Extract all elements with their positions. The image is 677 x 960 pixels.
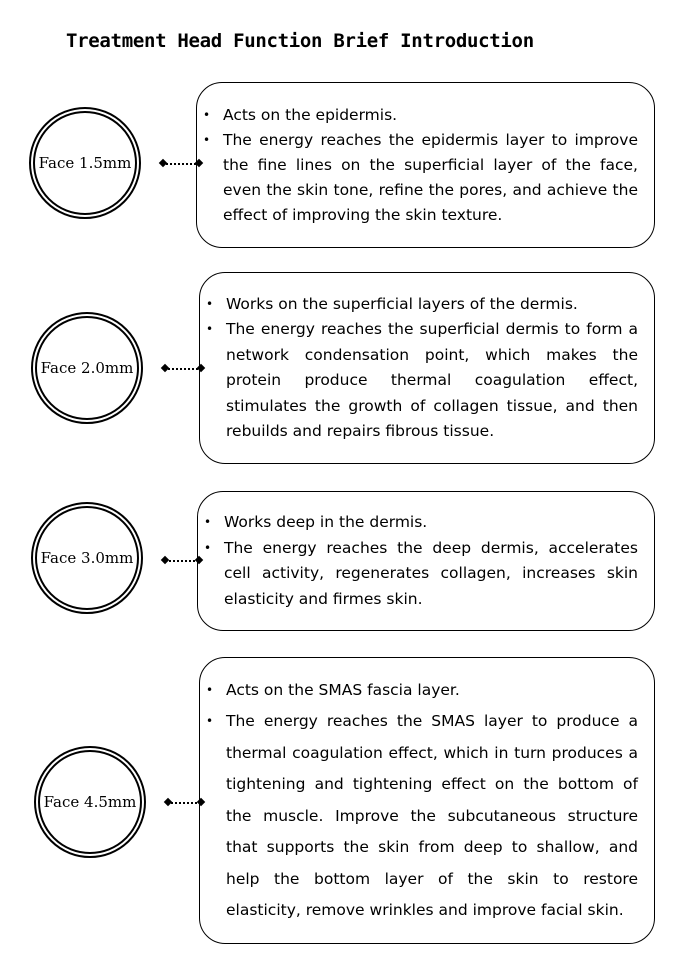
bullet-text: • The energy reaches the SMAS layer to produce a thermal coagulation effect, which in turn produces a tightening and tightening effect on the bottom of the muscle. Improve the subcutaneous structure that supports the skin from deep to shallow, and help the bottom layer of the skin to restore elasticity, remove wrinkles and improve facial skin. (222, 706, 638, 927)
bullet-text: • The energy reaches the epidermis layer to improve the fine lines on the superficial layer of the face, even the skin tone, refine the pores, and achieve the effect of improving the skin texture. (219, 128, 638, 228)
connector-line (165, 368, 201, 370)
depth-circle-4 (38, 750, 142, 854)
description-box-1 (196, 82, 655, 248)
depth-circle-2 (35, 316, 139, 420)
bullet-text: • Works deep in the dermis. (220, 510, 638, 536)
page-title: Treatment Head Function Brief Introduction (66, 30, 534, 52)
connector-line (163, 163, 199, 165)
description-box-4 (199, 657, 655, 944)
description-box-3 (197, 491, 655, 631)
connector-line (168, 802, 201, 804)
depth-label: Face 3.0mm (40, 549, 134, 567)
connector-line (165, 560, 199, 562)
description-box-2 (199, 272, 655, 464)
depth-label: Face 4.5mm (43, 793, 137, 811)
depth-circle-1 (33, 111, 137, 215)
bullet-text: • Acts on the epidermis. (219, 103, 638, 128)
bullet-text: • The energy reaches the deep dermis, accelerates cell activity, regenerates collagen, increases skin elasticity and firmes skin. (220, 536, 638, 613)
depth-label: Face 2.0mm (40, 359, 134, 377)
bullet-text: • Works on the superficial layers of the dermis. (222, 292, 638, 318)
depth-circle-3 (35, 506, 139, 610)
bullet-text: • Acts on the SMAS fascia layer. (222, 675, 638, 707)
depth-label: Face 1.5mm (38, 154, 132, 172)
bullet-text: • The energy reaches the superficial dermis to form a network condensation point, which makes the protein produce thermal coagulation effect, stimulates the growth of collagen tissue, and then rebuilds and repairs fibrous tissue. (222, 317, 638, 445)
